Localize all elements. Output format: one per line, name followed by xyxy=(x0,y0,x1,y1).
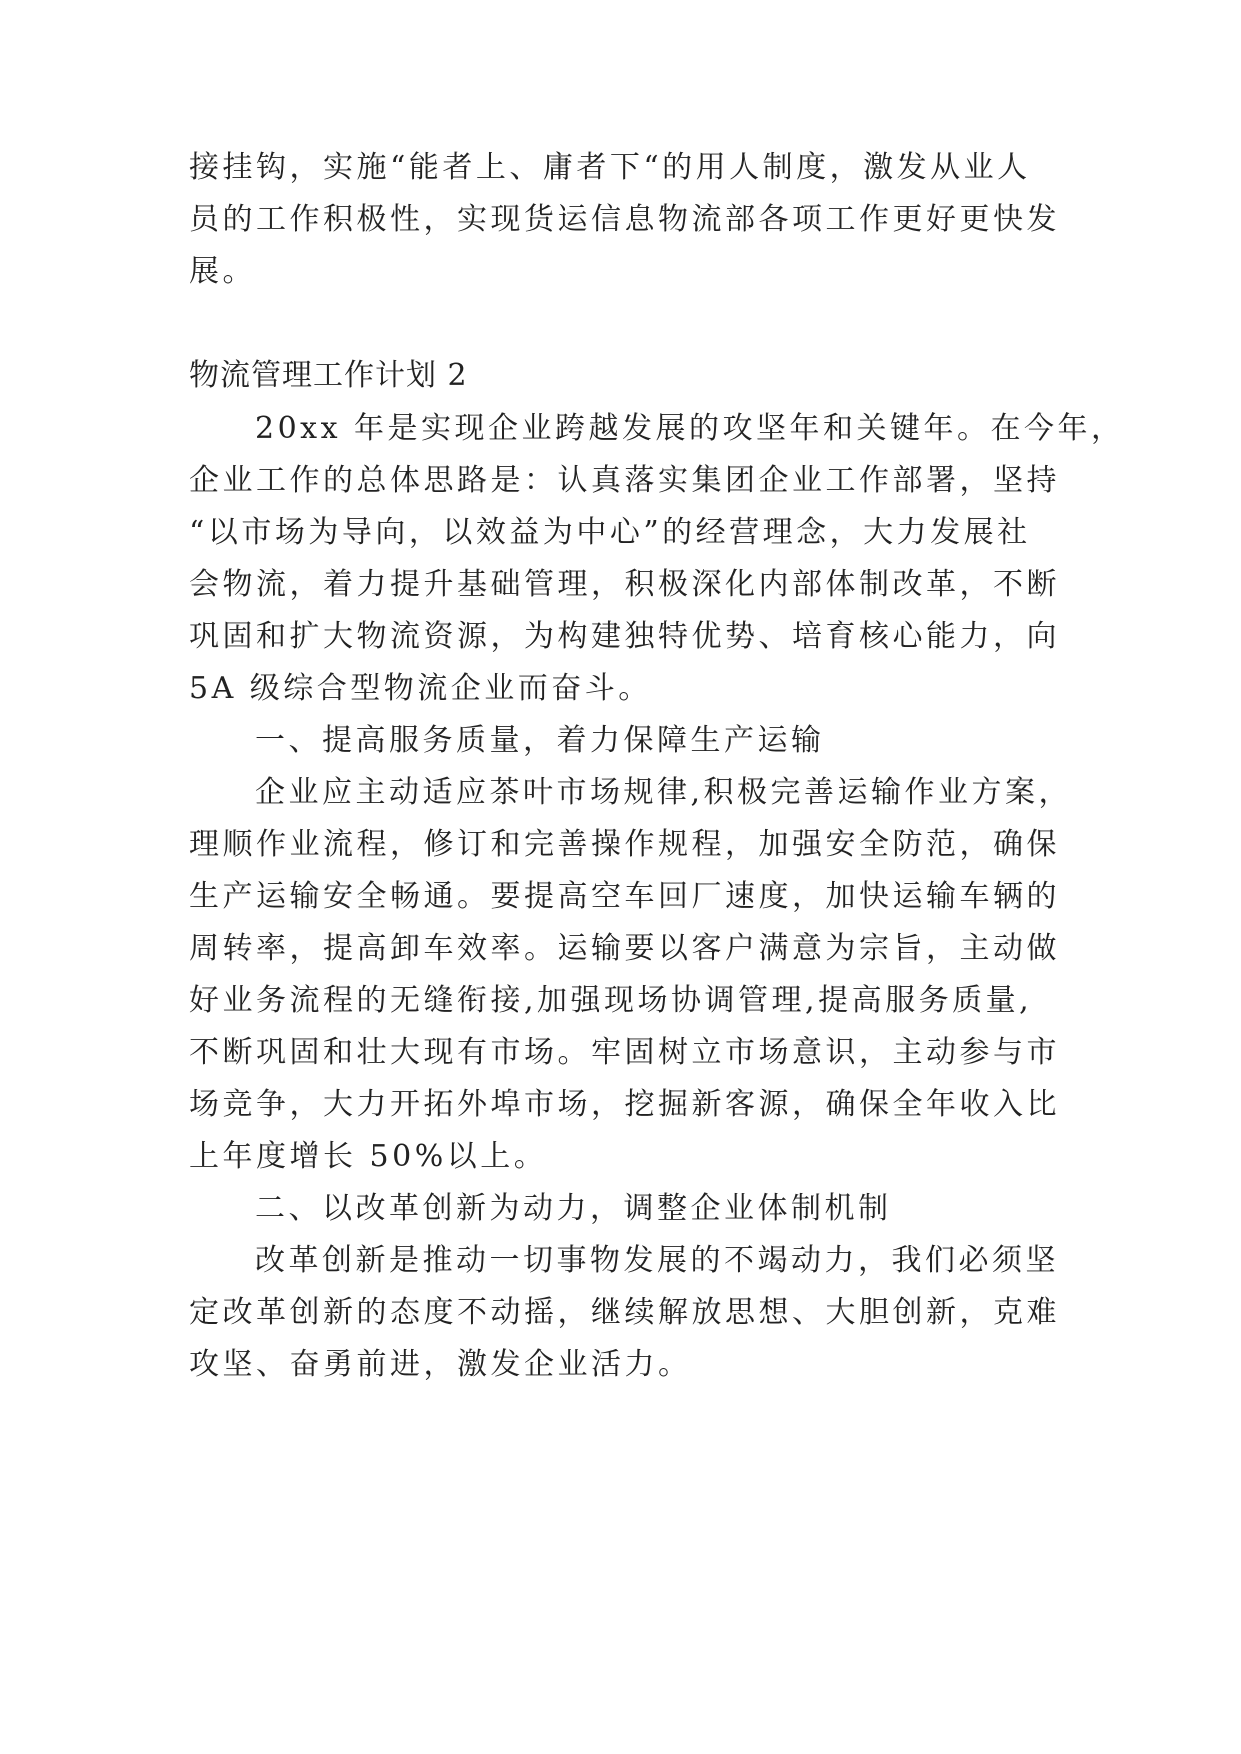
para-1-line-4: 周转率，提高卸车效率。运输要以客户满意为宗旨，主动做 xyxy=(189,931,1060,966)
para-1-line-6: 不断巩固和壮大现有市场。牢固树立市场意识，主动参与市 xyxy=(189,1035,1060,1070)
para-1-line-1: 企业应主动适应茶叶市场规律,积极完善运输作业方案， xyxy=(255,775,1073,810)
para-1-line-2: 理顺作业流程，修订和完善操作规程，加强安全防范，确保 xyxy=(189,827,1060,862)
intro-line-3: “以市场为导向，以效益为中心”的经营理念，大力发展社 xyxy=(189,515,1031,550)
continuation-line-1: 接挂钩，实施“能者上、庸者下“的用人制度，激发从业人 xyxy=(189,150,1031,185)
heading-2: 二、以改革创新为动力，调整企业体制机制 xyxy=(255,1191,892,1226)
para-1-line-3: 生产运输安全畅通。要提高空车回厂速度，加快运输车辆的 xyxy=(189,879,1060,914)
para-1-line-7: 场竞争，大力开拓外埠市场，挖掘新客源，确保全年收入比 xyxy=(189,1087,1060,1122)
para-1-line-5: 好业务流程的无缝衔接,加强现场协调管理,提高服务质量, xyxy=(189,983,1033,1018)
para-1-line-8: 上年度增长 50%以上。 xyxy=(189,1139,548,1174)
section-title: 物流管理工作计划 2 xyxy=(189,358,468,393)
intro-line-2: 企业工作的总体思路是：认真落实集团企业工作部署，坚持 xyxy=(189,463,1060,498)
para-2-line-3: 攻坚、奋勇前进，激发企业活力。 xyxy=(189,1347,692,1382)
intro-line-5: 巩固和扩大物流资源，为构建独特优势、培育核心能力，向 xyxy=(189,619,1060,654)
para-2-line-1: 改革创新是推动一切事物发展的不竭动力，我们必须坚 xyxy=(255,1243,1059,1278)
continuation-line-3: 展。 xyxy=(189,254,256,289)
heading-1: 一、提高服务质量，着力保障生产运输 xyxy=(255,723,825,758)
para-2-line-2: 定改革创新的态度不动摇，继续解放思想、大胆创新，克难 xyxy=(189,1295,1060,1330)
intro-line-6: 5A 级综合型物流企业而奋斗。 xyxy=(189,671,652,706)
continuation-line-2: 员的工作积极性，实现货运信息物流部各项工作更好更快发 xyxy=(189,202,1060,237)
intro-line-4: 会物流，着力提升基础管理，积极深化内部体制改革，不断 xyxy=(189,567,1060,602)
intro-line-1: 20xx 年是实现企业跨越发展的攻坚年和关键年。在今年， xyxy=(255,411,1125,446)
